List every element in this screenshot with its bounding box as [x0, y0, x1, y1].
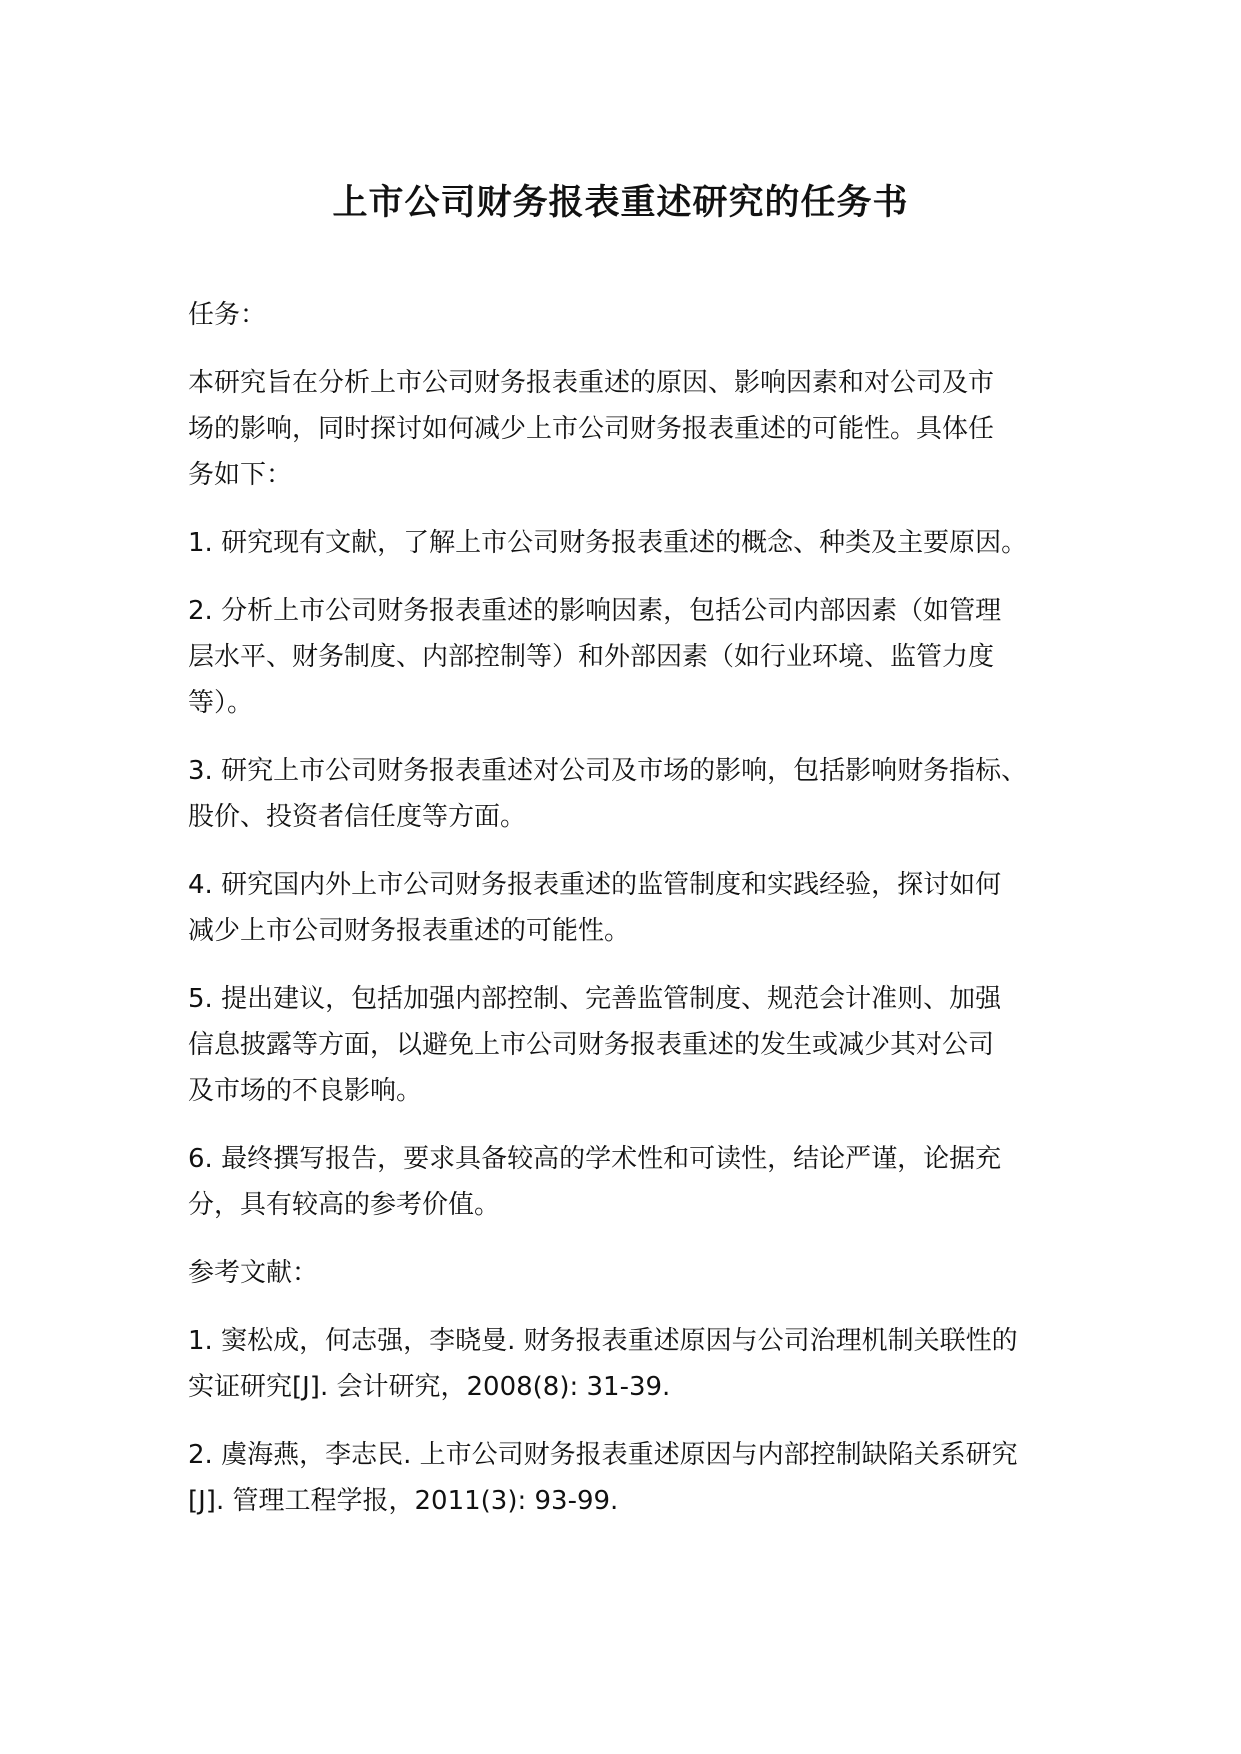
text-line: 2. 虞海燕，李志民. 上市公司财务报表重述原因与内部控制缺陷关系研究	[188, 1440, 1018, 1470]
reference-item-1	[188, 1318, 1078, 1410]
document-body	[188, 292, 1078, 1546]
text-line: 等）。	[188, 688, 254, 718]
task-item-4	[188, 862, 1078, 954]
task-item-6	[188, 1136, 1078, 1228]
text-line: 层水平、财务制度、内部控制等）和外部因素（如行业环境、监管力度	[188, 642, 995, 672]
task-item-3	[188, 748, 1078, 840]
reference-item-2	[188, 1432, 1078, 1524]
text-line: 参考文献：	[188, 1258, 319, 1288]
text-line: 4. 研究国内外上市公司财务报表重述的监管制度和实践经验，探讨如何	[188, 870, 1002, 900]
text-line: 信息披露等方面，以避免上市公司财务报表重述的发生或减少其对公司	[188, 1030, 995, 1060]
intro-paragraph	[188, 360, 1078, 498]
text-line: 减少上市公司财务报表重述的可能性。	[188, 916, 631, 946]
text-line: [J]. 管理工程学报，2011(3): 93-99.	[188, 1486, 619, 1516]
text-line: 股价、投资者信任度等方面。	[188, 802, 527, 832]
text-line: 1. 研究现有文献，了解上市公司财务报表重述的概念、种类及主要原因。	[188, 528, 1028, 558]
text-line: 1. 窦松成，何志强，李晓曼. 财务报表重述原因与公司治理机制关联性的	[188, 1326, 1018, 1356]
text-line: 及市场的不良影响。	[188, 1076, 423, 1106]
text-line: 务如下：	[188, 460, 293, 490]
text-line: 分，具有较高的参考价值。	[188, 1190, 501, 1220]
text-line: 场的影响，同时探讨如何减少上市公司财务报表重述的可能性。具体任	[188, 414, 995, 444]
task-item-5	[188, 976, 1078, 1114]
text-line: 任务：	[188, 300, 267, 330]
task-item-1	[188, 520, 1078, 566]
text-line: 3. 研究上市公司财务报表重述对公司及市场的影响，包括影响财务指标、	[188, 756, 1028, 786]
text-line: 6. 最终撰写报告，要求具备较高的学术性和可读性，结论严谨，论据充	[188, 1144, 1002, 1174]
text-line: 5. 提出建议，包括加强内部控制、完善监管制度、规范会计准则、加强	[188, 984, 1002, 1014]
task-item-2	[188, 588, 1078, 726]
text-line: 本研究旨在分析上市公司财务报表重述的原因、影响因素和对公司及市	[188, 368, 995, 398]
text-line: 实证研究[J]. 会计研究，2008(8): 31-39.	[188, 1372, 671, 1402]
text-line: 2. 分析上市公司财务报表重述的影响因素，包括公司内部因素（如管理	[188, 596, 1002, 626]
task-heading	[188, 292, 1078, 338]
document-title: 上市公司财务报表重述研究的任务书	[332, 183, 909, 223]
references-heading	[188, 1250, 1078, 1296]
